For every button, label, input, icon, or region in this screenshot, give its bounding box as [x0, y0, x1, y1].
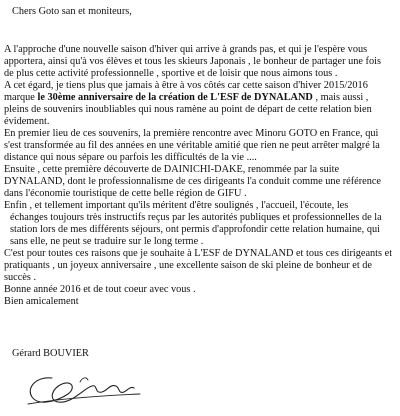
greeting: Chers Goto san et moniteurs, — [12, 6, 132, 17]
text-line: sans elle, ne peut se traduire sur le long terme . — [10, 236, 204, 247]
text-line: A l'approche d'une nouvelle saison d'hiver qui arrive à grands pas, et qui je l'espère vous — [4, 44, 368, 55]
text-fragment: marque — [4, 92, 38, 103]
text-line: apportera, ainsi qu'à vos élèves et tous les skieurs Japonais , le bonheur de partager une fois — [4, 56, 382, 67]
paragraph-first-meeting — [4, 128, 398, 164]
handwritten-signature-icon — [22, 364, 146, 410]
signature-name: Gérard BOUVIER — [12, 348, 89, 359]
letter-body — [4, 0, 398, 308]
paragraph-new-year — [4, 284, 398, 296]
text-line: Bonne année 2016 et de tout coeur avec vous . — [4, 284, 196, 295]
paragraph-intro — [4, 44, 398, 80]
text-line: Enfin , et tellement important qu'ils méritent d'être soulignés , l'accueil, l'écoute, les — [4, 200, 349, 211]
text-line: station lors de mes différents séjours, ont permis d'approfondir cette relation humaine, qui — [10, 224, 380, 235]
text-line: A cet égard, je tiens plus que jamais à être à vos côtés car cette saison d'hiver 2015/2016 — [4, 80, 368, 91]
text-line: dans l'économie touristique de cette belle région de GIFU . — [4, 188, 247, 199]
paragraph-wishes — [4, 248, 398, 284]
text-line: évidement. — [4, 116, 50, 127]
text-line: distance qui nous sépare ou parfois les difficultés de la vie .... — [4, 152, 257, 163]
text-fragment: , mais aussi , — [312, 92, 369, 103]
text-line: succès . — [4, 272, 37, 283]
anniversary-highlight: le 30ème anniversaire de la création de L'ESF de DYNALAND — [37, 92, 313, 103]
text-line: Bien amicalement — [4, 296, 79, 307]
text-line: pleins de souvenirs inoubliables qui nous ramène au point de départ de cette relation bien — [4, 104, 372, 115]
text-line: pratiquants , un joyeux anniversaire , une excellente saison de ski pleine de bonheur et de — [4, 260, 372, 271]
text-line: En premier lieu de ces souvenirs, la première rencontre avec Minoru GOTO en France, qui — [4, 128, 379, 139]
text-line: Ensuite , cette première découverte de DAINICHI-DAKE, renommée par la suite — [4, 164, 340, 175]
paragraph-hospitality — [4, 200, 398, 248]
text-line: de plus cette activité professionnelle , sportive et de loisir que nous aimons tous . — [4, 68, 338, 79]
text-line: s'est transformée au fil des années en une véritable amitié que rien ne peut arrêter malgré la — [4, 140, 380, 151]
text-line: échanges toujours très instructifs reçus par les autorités publiques et professionnelles de la — [10, 212, 382, 223]
text-line: DYNALAND, dont le professionnalisme de ces dirigeants l'a conduit comme une référence — [4, 176, 381, 187]
text-line — [4, 92, 398, 104]
closing-line — [4, 296, 398, 308]
paragraph-discovery — [4, 164, 398, 200]
text-line: C'est pour toutes ces raisons que je souhaite à L'ESF de DYNALAND et tous ces dirigeants et — [4, 248, 393, 259]
paragraph-anniversary — [4, 80, 398, 128]
